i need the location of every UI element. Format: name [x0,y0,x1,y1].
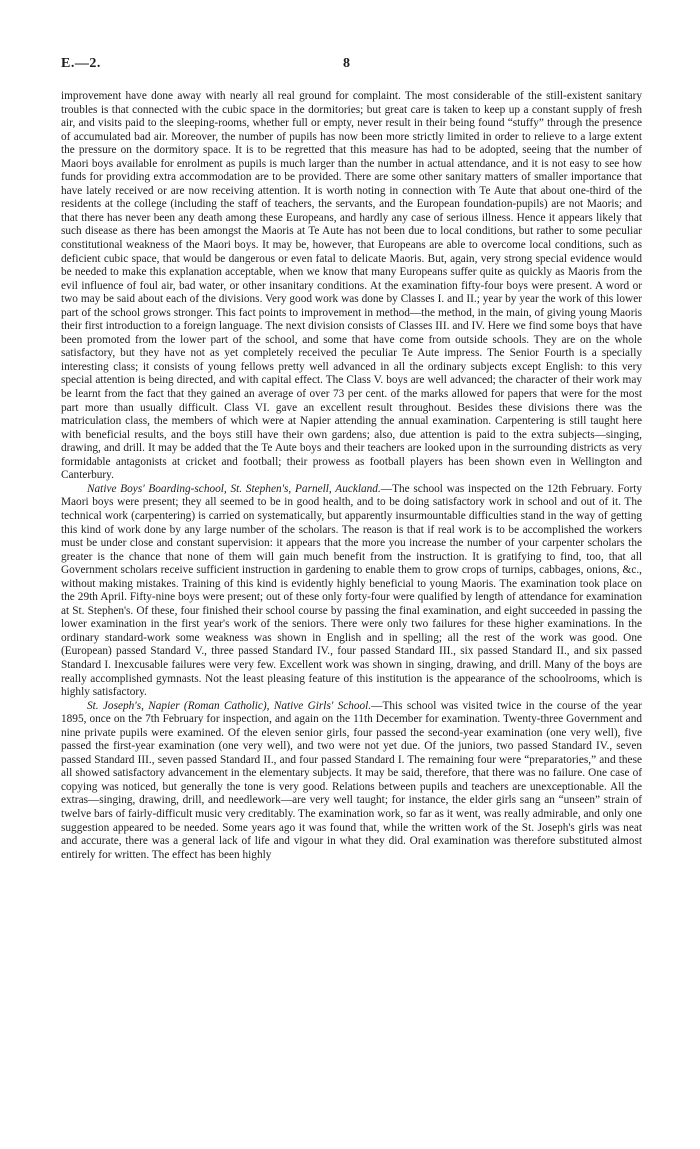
paragraph-text: improvement have done away with nearly all real ground for complaint. The most considerable of the still-existent sanitary troubles is that connected with the cubic space in the dormitories; but great care is taken to keep up a constant supply of fresh air, and visits paid to the sleeping-rooms, whether full or empty, never result in their being found “stuffy” through the presence of accumulated bad air. Moreover, the number of pupils has now been more strictly limited in order to relieve to a large extent the pressure on the dormitory space. It is to be regretted that this measure has had to be adopted, seeing that the number of Maori boys available for enrolment as pupils is much larger than the number in actual attendance, and it is not easy to see how funds for providing extra accommodation are to be provided. There are some other sanitary matters of smaller importance that have lately received or are now receiving attention. It is worth noting in connection with Te Aute that about one-third of the residents at the college (including the staff of teachers, the servants, and the European foundation-pupils) are not Maoris; and that there has never been any death among these Europeans, and hardly any case of serious illness. Hence it appears likely that such disease as there has been amongst the Maoris at Te Aute has not been due to local conditions, but rather to some peculiar constitutional weakness of the Maori boys. It may be, however, that Europeans are able to overcome local conditions, such as deficient cubic space, that would be dangerous or even fatal to delicate Maoris. But, again, very strong special evidence would be needed to make this explanation acceptable, when we know that many Europeans suffer quite as quickly as Maoris from the evil influence of foul air, bad water, or other insanitary conditions. At the examination fifty-four boys were present. A word or two may be said about each of the divisions. Very good work was done by Classes I. and II.; year by year the work of this lower part of the school grows stronger. This fact points to improvement in method—the method, in the main, of giving young Maoris their first introduction to a foreign language. The next division consists of Classes III. and IV. Here we find some boys that have been promoted from the lower part of the school, and some that have come from outside schools. They are on the whole satisfactory, but they have not as yet completely received the peculiar Te Aute impress. The Senior Fourth is a specially interesting class; it consists of young fellows pretty well advanced in all the ordinary subjects except English: to this very special attention is being directed, and with capital effect. The Class V. boys are well advanced; the character of their work may be learnt from the fact that they gained an average of over 73 per cent. of the marks allowed for papers that were for the most part more than usually difficult. Class VI. gave an excellent result throughout. Besides these divisions there was the matriculation class, the members of which were at Napier attending the annual examination. Carpentering is still taught here with beneficial results, and the boys still have their own gardens; also, due attention is paid to the extra subjects—singing, drawing, and drill. It may be added that the Te Aute boys and their teachers are looked upon in the surrounding districts as very formidable antagonists at cricket and football; their prowess as football players has been shown even in Wellington and Canterbury. [61,90,642,482]
paragraph-st-stephens-school [61,483,642,700]
paragraph-te-aute-college [61,90,642,483]
section-heading: St. Joseph's, Napier (Roman Catholic), Native Girls' School. [87,699,372,712]
report-reference: E.—2. [61,56,101,71]
paragraph-text: —This school was visited twice in the course of the year 1895, once on the 7th February for inspection, and again on the 11th December for examination. Twenty-three Government and nine private pupils were examined. Of the eleven senior girls, four passed the second-year examination (one very well), five passed the first-year examination (one very well), and two were not yet due. Of the juniors, two passed Standard IV., seven passed Standard III., seven passed Standard II., and four passed Standard I. The remaining four were “preparatories,” and these all showed satisfactory advancement in the elementary subjects. It may be said, therefore, that there was no failure. One case of copying was noticed, but generally the tone is very good. Relations between pupils and teachers are unexceptionable. All the extras—singing, drawing, drill, and needlework—are very well taught; for instance, the elder girls sang an “unseen” strain of twelve bars of fairly-difficult music very creditably. The examination work, so far as it went, was really admirable, and only one suggestion appeared to be needed. Some years ago it was found that, while the written work of the St. Joseph's girls was neat and accurate, there was a general lack of life and vigour in what they did. Oral examination was therefore substituted almost entirely for written. The effect has been highly [61,699,642,861]
page-header [61,56,642,82]
section-heading: Native Boys' Boarding-school, St. Stephen's, Parnell, Auckland. [87,482,381,495]
paragraph-st-josephs-school [61,700,642,863]
report-body [61,90,642,862]
paragraph-text: —The school was inspected on the 12th February. Forty Maori boys were present; they all seemed to be in good health, and to be doing satisfactory work in school and out of it. The technical work (carpentering) is carried on systematically, but apparently insurmountable difficulties stand in the way of getting this kind of work done by any large number of the scholars. The reason is that if real work is to be accomplished the workers must be under close and constant supervision: it appears that the more you increase the number of your carpenter scholars the greater is the chance that none of them will gain much benefit from the instruction. It is gratifying to find, too, that all Government scholars receive sufficient instruction in gardening to enable them to grow crops of turnips, cabbages, onions, &c., without making mistakes. Training of this kind is evidently highly beneficial to young Maoris. The examination took place on the 29th April. Fifty-nine boys were present; out of these only forty-four were qualified by length of attendance for examination at St. Stephen's. Of these, four finished their school course by passing the final examination, and eight succeeded in passing the lower examination in the first year's work of the seniors. There were only two failures for these higher examinations. In the ordinary standard-work some weakness was shown in English and in spelling; all the rest of the work was good. One (European) passed Standard V., three passed Standard IV., four passed Standard III., six passed Standard II., and six passed Standard I. Inexcusable failures were very few. Excellent work was shown in singing, drawing, and drill. Many of the boys are really accomplished gymnasts. Not the least pleasing feature of this institution is the appearance of the schoolrooms, which is highly satisfactory. [61,482,642,699]
page-number: 8 [343,56,350,71]
